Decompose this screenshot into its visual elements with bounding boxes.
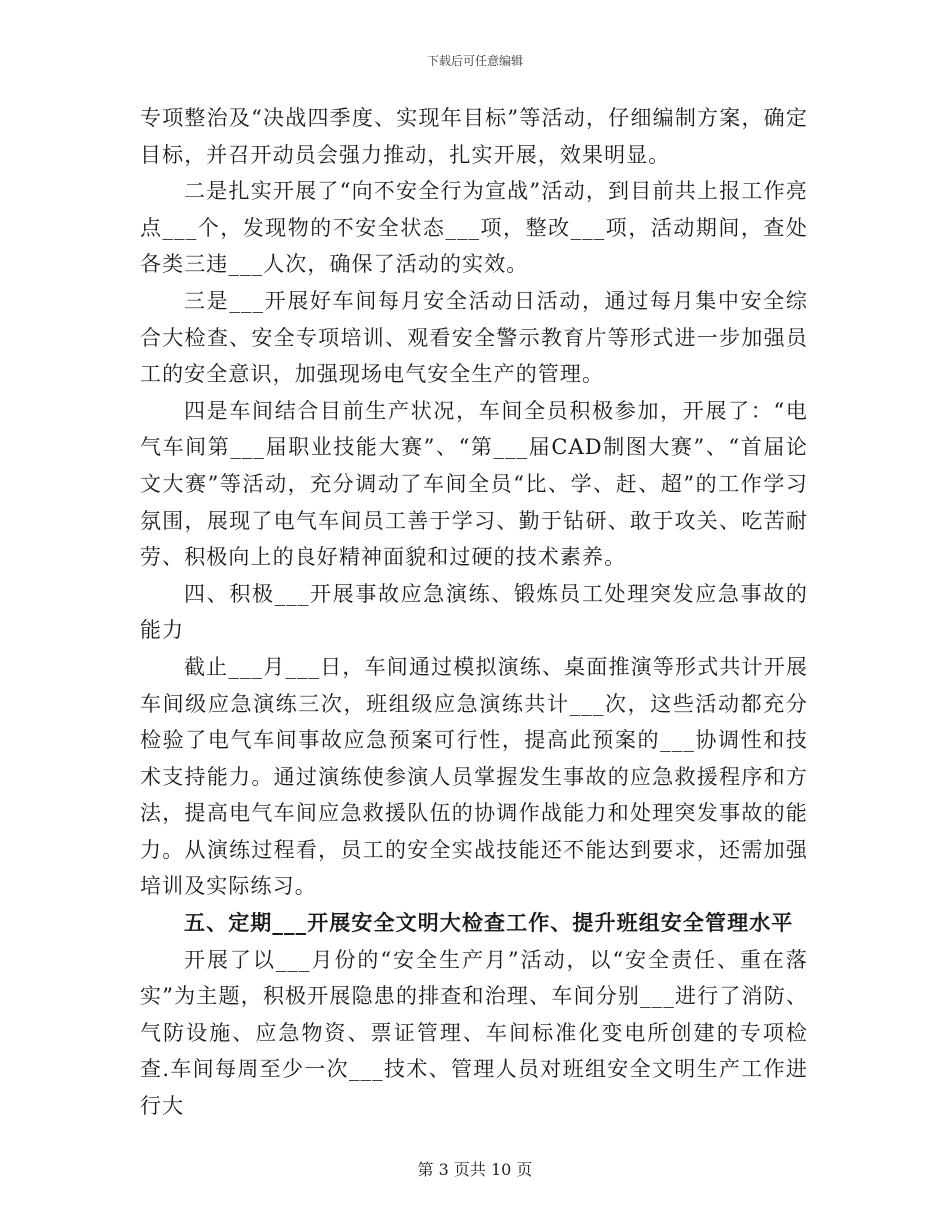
paragraph-2: 二是扎实开展了“向不安全行为宣战”活动，到目前共上报工作亮点___个，发现物的不安全状态___项，整改___项，活动期间，查处各类三违___人次，确保了活动的实效。 [140, 179, 808, 277]
paragraph-3: 三是___开展好车间每月安全活动日活动，通过每月集中安全综合大检查、安全专项培训、观看安全警示教育片等形式进一步加强员工的安全意识，加强现场电气安全生产的管理。 [140, 288, 808, 387]
paragraph-6: 截止___月___日，车间通过模拟演练、桌面推演等形式共计开展车间级应急演练三次，班组级应急演练共计___次，这些活动都充分检验了电气车间事故应急预案可行性，提高此预案的___协调性和技术支持能力。通过演练使参演人员掌握发生事故的应急救援程序和方法，提高电气车间应急救援队伍的协调作战能力和处理突发事故的能力。从演练过程看，员工的安全实战技能还不能达到要求，还需加强培训及实际练习。 [140, 654, 808, 899]
section-heading-5: 五、定期___开展安全文明大检查工作、提升班组安全管理水平 [184, 910, 794, 936]
document-body [140, 100, 808, 1125]
section-heading-4: 四、积极___开展事故应急演练、锻炼员工处理突发应急事故的能力 [140, 581, 808, 643]
page-header: 下载后可任意编辑 [426, 54, 523, 68]
paragraph-4: 四是车间结合目前生产状况，车间全员积极参加，开展了：“电气车间第___届职业技能大赛”、“第___届CAD制图大赛”、“首届论文大赛”等活动，充分调动了车间全员“比、学、赶、超”的工作学习氛围，展现了电气车间员工善于学习、勤于钻研、敢于攻关、吃苦耐劳、积极向上的良好精神面貌和过硬的技术素养。 [140, 398, 808, 570]
page-footer: 第 3 页共 10 页 [417, 1160, 533, 1179]
paragraph-8: 开展了以___月份的“安全生产月”活动，以“安全责任、重在落实”为主题，积极开展隐患的排查和治理、车间分别___进行了消防、气防设施、应急物资、票证管理、车间标准化变电所创建的专项检查.车间每周至少一次___技术、管理人员对班组安全文明生产工作进行大 [140, 947, 808, 1119]
paragraph-1: 专项整治及“决战四季度、实现年目标”等活动，仔细编制方案，确定目标，并召开动员会强力推动，扎实开展，效果明显。 [140, 106, 808, 167]
